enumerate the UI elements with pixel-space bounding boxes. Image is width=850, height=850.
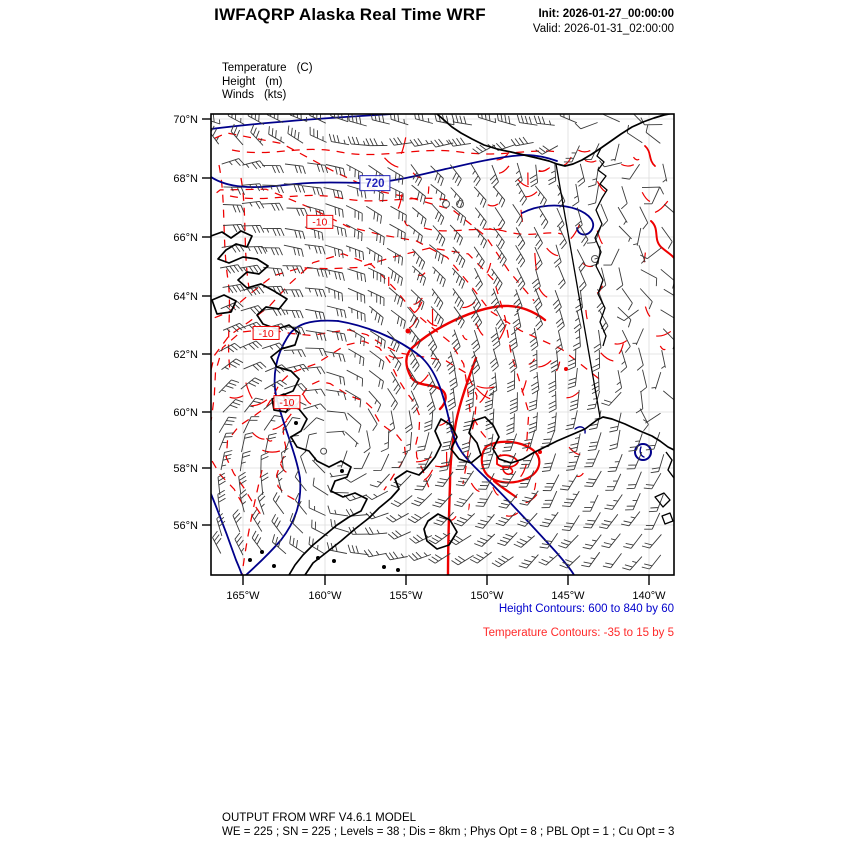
legend-item-temperature: Temperature (C) [222,62,313,74]
island [340,469,344,473]
temperature-contour-fragment [538,361,551,367]
temperature-contour-caption: Temperature Contours: -35 to 15 by 5 [482,627,674,639]
lon-tick-label: 165°W [226,590,260,602]
temperature-contour-dot [406,329,411,334]
temperature-contour-fragment [586,310,587,319]
init-timestamp: Init: 2026-01-27_00:00:00 [538,8,674,20]
island [272,564,276,568]
legend-item-height: Height (m) [222,75,283,88]
temperature-contour-fragment [619,343,623,353]
temperature-contour-fragment [499,166,509,173]
temperature-contour-fragment [578,150,590,152]
lon-tick-label: 160°W [308,590,342,602]
lon-tick-label: 145°W [551,590,585,602]
temperature-contour-fragment [468,504,469,510]
coastline [212,295,236,314]
contour-label-text: -10 [258,327,274,340]
temperature-contour-fragment [477,386,495,388]
contour-label-text: -10 [312,216,328,229]
height-contours [211,114,651,575]
island [316,556,320,560]
island [382,565,386,569]
island [332,559,336,563]
temperature-contour-fragment [506,513,518,516]
temperature-contour-fragment [660,346,665,350]
temperature-contour-fragment [488,204,498,206]
contour-label-text: 720 [365,177,385,190]
temperature-contour-fragment [435,464,452,467]
calm-wind-circle [443,201,450,208]
temperature-contour-fragment [246,383,252,399]
temperature-contour-fragment [534,483,536,490]
lon-tick-label: 140°W [632,590,666,602]
page-title: IWFAQRP Alaska Real Time WRF [214,5,486,24]
lat-tick-label: 70°N [173,114,198,126]
temperature-contour-fragment [521,464,527,476]
temperature-contour-fragment [615,341,627,345]
island [294,421,298,425]
temperature-contour-fragment [487,263,491,273]
legend-item-winds: Winds (kts) [222,89,287,101]
lat-tick-label: 62°N [173,349,198,361]
coastline [662,513,673,524]
lat-tick-label: 64°N [173,291,198,303]
temperature-contour-fragment [535,253,537,270]
lat-tick-label: 60°N [173,407,198,419]
contour-label-text: -10 [279,396,295,409]
footer-model-line: OUTPUT FROM WRF V4.6.1 MODEL [222,812,417,824]
temperature-contour-fragment [253,433,265,439]
temperature-contour-fragment [384,158,398,167]
temperature-contour-fragment [547,248,558,256]
temperature-contour-fragment [539,168,550,172]
lat-tick-label: 68°N [173,173,198,185]
temperature-contour-fragment [463,335,468,339]
temperature-contour-fragment [476,388,490,399]
coastline [666,452,674,478]
temperature-contour-fragment [303,395,311,405]
temperature-contour-fragment [621,164,633,166]
temperature-contour-fragment [471,483,479,492]
temperature-contour-dashed [424,228,562,234]
island [260,550,264,554]
lat-tick-label: 58°N [173,463,198,475]
height-contour [211,494,242,575]
temperature-contour-fragment [525,192,537,197]
valid-timestamp: Valid: 2026-01-31_02:00:00 [532,23,674,35]
temperature-contour-fragment [655,201,668,212]
lon-tick-label: 155°W [389,590,423,602]
temperature-contour-dot [564,367,568,371]
temperature-contour-fragment [230,396,244,398]
coastline [437,113,674,166]
temperature-contour-solid [645,146,655,166]
island [248,558,252,562]
footer-config-line: WE = 225 ; SN = 225 ; Levels = 38 ; Dis = 8km ; Phys Opt = 8 ; PBL Opt = 1 ; Cu Opt = 3 [222,826,675,838]
height-contour-caption: Height Contours: 600 to 840 by 60 [498,603,674,615]
coastline [424,514,457,549]
lat-tick-label: 56°N [173,520,198,532]
temperature-contour-fragment [401,137,405,153]
coastline [655,493,670,507]
lon-tick-label: 150°W [470,590,504,602]
lat-tick-label: 66°N [173,232,198,244]
temperature-contour-fragment [522,380,526,392]
temperature-contour-fragment [428,186,429,193]
island [396,568,400,572]
height-contour [338,321,574,575]
temperature-contour-fragment [585,160,596,162]
temperature-contour-fragment [633,157,639,160]
temperature-contour-dashed [75,133,534,492]
